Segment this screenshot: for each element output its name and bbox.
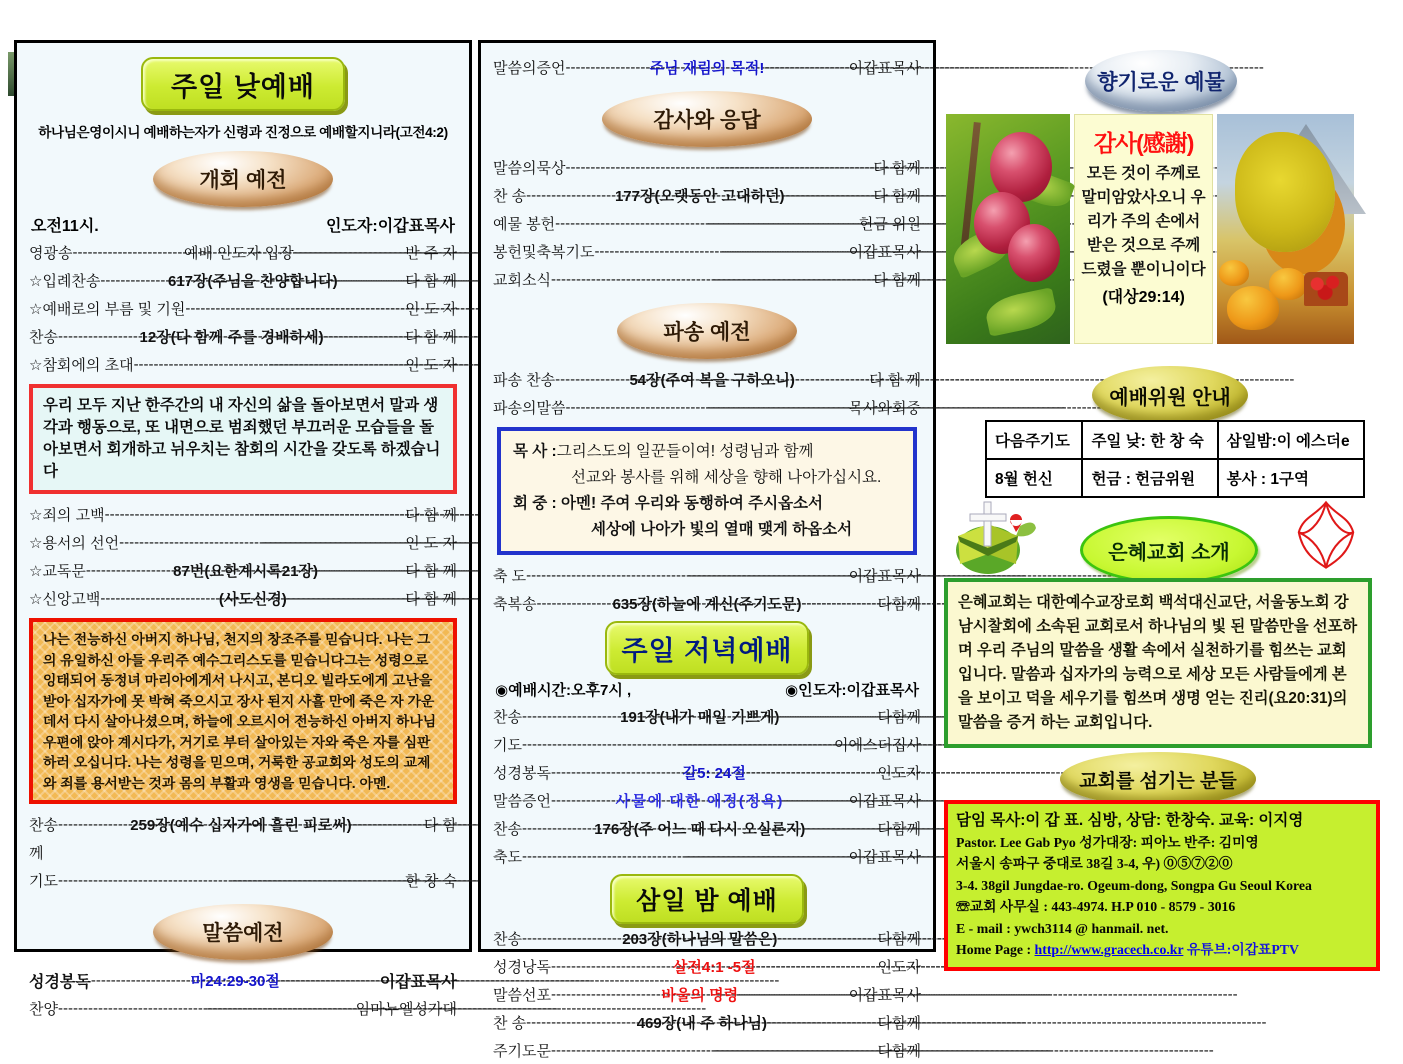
- order-item-performer: 다함께: [877, 820, 922, 838]
- order-item-label: ☆신앙고백: [29, 590, 101, 608]
- order-item-performer: 다 함께: [873, 159, 921, 177]
- dash-leader: [779, 708, 877, 725]
- order-item-label: 기도: [493, 736, 522, 754]
- autumn-harvest-photo: [1217, 114, 1354, 344]
- responsive-text: 그리스도의 일꾼들이여! 성령님과 함께: [556, 443, 814, 460]
- order-item-detail: 54장(주여 복을 구하오니): [629, 371, 795, 389]
- order-item-performer: 다함께: [877, 595, 921, 613]
- thanksgiving-title: 감사(感謝): [1093, 130, 1194, 156]
- dash-leader: [565, 159, 719, 176]
- committee-cell: 다음주기도: [986, 421, 1082, 459]
- order-item-performer: 다함께: [877, 1042, 922, 1060]
- homepage-label: Home Page :: [956, 942, 1035, 957]
- contact-text: Pastor. Lee Gab Pyo 성가대장: 피아노 반주: 김미영: [956, 834, 1259, 850]
- order-item-detail: 617장(주님을 찬양합니다): [168, 272, 338, 290]
- order-item-label: 파송의말씀: [493, 399, 566, 417]
- thanksgiving-body: 모든 것이 주께로 말미암았사오니 우리가 주의 손에서 받은 것으로 주께 드렸을 뿐이니이다: [1081, 165, 1206, 278]
- pumpkin-shape: [1219, 260, 1249, 286]
- bible-cross-heart-icon: [948, 498, 1040, 578]
- committee-cell: 삼일밤:이 에스더e: [1218, 421, 1364, 459]
- order-item-performer: 이갑표목사: [848, 792, 922, 810]
- order-item-performer: 목사와회중: [848, 399, 921, 417]
- evening-order-list: [493, 702, 921, 870]
- dash-leader: [551, 986, 661, 1003]
- order-item-label: 축 도: [493, 567, 527, 585]
- order-item-performer: 이갑표목사: [848, 986, 922, 1004]
- order-line: [29, 500, 457, 528]
- order-item-label: 말씀증언: [493, 792, 551, 810]
- dash-leader: [767, 1014, 878, 1031]
- order-item-performer: 이갑표목사: [848, 243, 922, 261]
- order-item-label: 찬송: [493, 930, 522, 948]
- dash-leader: [777, 930, 877, 947]
- thanksgiving-verse-box: [1074, 114, 1212, 344]
- order-item-performer: 다함께: [877, 708, 921, 726]
- table-row: [986, 421, 1364, 459]
- contact-text: 서울시 송파구 중대로 38길 3-4, 우) ⓪⑤⑦②⓪: [956, 856, 1233, 871]
- dash-leader: [522, 930, 622, 947]
- sermon-title: 주님 재림의 목적!: [649, 59, 765, 77]
- order-line: [29, 866, 457, 894]
- dash-leader: [678, 736, 834, 753]
- dash-leader: [269, 356, 405, 373]
- order-line: [493, 758, 921, 786]
- dash-leader: [785, 187, 874, 204]
- order-item-detail: 살전4:1 -5절: [672, 958, 756, 976]
- order-line: [493, 814, 921, 842]
- committee-cell: 8월 헌신: [986, 459, 1082, 497]
- dash-leader: [232, 872, 406, 889]
- order-line: [29, 994, 457, 1022]
- responsive-line: [513, 491, 901, 517]
- order-item-label: 축복송: [493, 595, 537, 613]
- committee-cell: 헌금 : 헌금위원: [1082, 459, 1217, 497]
- service-leader: 인도자:이갑표목사: [326, 218, 455, 235]
- sending-rite-header: 파송 예전: [617, 303, 797, 359]
- dash-leader: [324, 328, 406, 345]
- dash-leader: [536, 595, 612, 612]
- order-item-detail: 177장(오랫동안 고대하던): [614, 187, 785, 205]
- order-item-detail: 사물에 대한 애정(정욕): [615, 792, 784, 810]
- order-item-detail: 87번(요한계시록21장): [173, 562, 318, 580]
- dash-leader: [207, 1000, 356, 1017]
- dash-leader: [565, 59, 649, 76]
- order-item-detail: 635장(하늘에 계신(주기도문): [612, 595, 802, 613]
- order-item-label: 성경낭독: [493, 958, 551, 976]
- sending-order-list: [493, 365, 921, 421]
- order-item-label: 교회소식: [493, 271, 551, 289]
- plum-shape: [1008, 224, 1060, 282]
- order-item-performer: 인 도 자: [405, 356, 457, 374]
- order-line: [29, 838, 457, 866]
- thanks-order-list: [493, 153, 921, 293]
- church-servants-header: 교회를 섬기는 분들: [1060, 752, 1256, 806]
- dash-leader: [565, 399, 707, 416]
- order-item-label: 기도: [29, 872, 58, 890]
- sermon-title-line: [493, 53, 921, 81]
- dash-leader: [295, 300, 405, 317]
- order-item-performer: 한 창 숙: [405, 872, 458, 890]
- order-item-label: 봉헌및축복기도: [493, 243, 595, 261]
- dash-leader: [318, 562, 405, 579]
- offering-photo-strip: [946, 114, 1354, 344]
- contact-lines: [956, 810, 1368, 939]
- church-intro-header: 은혜교회 소개: [1080, 516, 1258, 584]
- dash-leader: [294, 244, 405, 261]
- order-line: [493, 1008, 921, 1036]
- order-item-detail: 203장(하나님의 말씀은): [622, 930, 778, 948]
- apple-basket-shape: [1304, 272, 1348, 306]
- scripture-list: [29, 966, 457, 1022]
- order-line: [29, 556, 457, 584]
- order-item-detail: 259장(예수 십자가에 흘린 피로써): [130, 816, 352, 834]
- dash-leader: [526, 567, 687, 584]
- responsive-line: [513, 517, 901, 543]
- order-line: [493, 181, 921, 209]
- dash-leader: [784, 792, 849, 809]
- contact-text: 담임 목사:이 갑 표. 심방, 상담: 한창숙. 교육: 이지영: [956, 812, 1304, 829]
- opening-rite-header: 개회 예전: [153, 151, 333, 207]
- table-row: [986, 459, 1364, 497]
- dash-leader: [58, 1000, 207, 1017]
- homepage-link[interactable]: http://www.gracech.co.kr: [1034, 942, 1184, 957]
- order-line: [493, 924, 921, 952]
- dash-leader: [352, 816, 424, 833]
- repentance-notice-box: 우리 모두 지난 한주간의 내 자신의 삶을 돌아보면서 말과 생각과 행동으로, 또 내면으로 범죄했던 부끄러운 모습들을 돌아보면서 회개하고 뉘우치는 참회의 시간을 갖도록 하겠습니다: [29, 384, 457, 494]
- order-item-performer: 다 함 께: [405, 328, 458, 346]
- order-item-performer: 다 함 께: [405, 272, 457, 290]
- dash-leader: [522, 820, 594, 837]
- dash-leader: [72, 244, 183, 261]
- order-item-label: 성경봉독: [29, 973, 91, 991]
- dash-leader: [738, 986, 848, 1003]
- order-item-performer: 인도자: [877, 764, 921, 782]
- dash-leader: [551, 792, 616, 809]
- order-line: [493, 365, 921, 393]
- dash-leader: [522, 736, 678, 753]
- evening-info-row: [495, 679, 919, 700]
- homepage-line: [956, 939, 1368, 961]
- order-item-performer: 인도자: [877, 958, 922, 976]
- day-service-title: 주일 낮예배: [141, 57, 345, 111]
- order-item-performer: 이갑표목사: [848, 59, 922, 77]
- dash-leader: [58, 816, 130, 833]
- dash-leader: [594, 243, 721, 260]
- order-line: [493, 393, 921, 421]
- denomination-emblem-icon: [1292, 498, 1360, 572]
- order-line: [493, 561, 921, 589]
- committee-cell: 봉사 : 1구역: [1218, 459, 1364, 497]
- order-line: [29, 322, 457, 350]
- order-item-label: 축도: [493, 848, 522, 866]
- order-item-label: 말씀의묵상: [493, 159, 566, 177]
- dash-leader: [746, 764, 878, 781]
- word-rite-header: 말씀예전: [153, 904, 333, 960]
- responsive-speaker: 목 사 :: [513, 443, 557, 460]
- order-item-label: ☆용서의 선언: [29, 534, 120, 552]
- fruit-photo: [946, 114, 1070, 344]
- order-item-performer: 다함께: [877, 1014, 921, 1032]
- night-order-list: [493, 924, 921, 1064]
- apostles-creed-box: 나는 전능하신 아버지 하나님, 천지의 창조주를 믿습니다. 나는 그의 유일하신 아들 우리주 예수그리스도를 믿습니다그는 성령으로 잉태되어 동정녀 마리아에게서 나시고, 본디오 빌라도에게 고난을 받아 십자가에 못 박혀 죽으시고 장사 된지 사흘 만에 죽은 자 가운데서 다시 살아나셨으며, 하늘에 오르시어 전능하신 아버지 하나님 우편에 앉아 계시다가, 거기로 부터 살아있는 자와 죽은 자를 심판하러 오십니다. 나는 성령을 믿으며, 거룩한 공교회와 성도의 교제와 죄를 용서받는 것과 몸의 부활과 영생을 믿습니다. 아멘.: [29, 618, 457, 804]
- order-item-detail: 마24:29-30절: [190, 972, 280, 990]
- order-line: [493, 265, 921, 293]
- dash-leader: [722, 243, 849, 260]
- thanksgiving-reference: (대상29:14): [1102, 289, 1185, 306]
- order-item-label: ☆참회에의 초대: [29, 356, 134, 374]
- order-item-label: ☆교독문: [29, 562, 86, 580]
- dash-leader: [58, 872, 232, 889]
- order-item-performer: 다 함 께: [405, 562, 457, 580]
- order-item-performer: 인 도 자: [405, 534, 458, 552]
- dash-leader: [756, 958, 878, 975]
- order-item-performer: 다 함 께: [869, 371, 921, 389]
- order-item-label: 찬양: [29, 1000, 58, 1018]
- dash-leader: [687, 567, 848, 584]
- benediction-list: [493, 561, 921, 617]
- evening-service-title: 주일 저녁예배: [605, 621, 809, 675]
- committee-cell: 주일 낮: 한 창 숙: [1082, 421, 1217, 459]
- evening-time: ◉예배시간:오후7시 ,: [495, 682, 632, 699]
- dash-leader: [551, 1042, 714, 1059]
- pumpkin-shape: [1269, 268, 1307, 300]
- dash-leader: [707, 215, 859, 232]
- evening-leader: ◉인도자:이갑표목사: [784, 682, 919, 699]
- dash-leader: [522, 708, 620, 725]
- dash-leader: [58, 328, 140, 345]
- contact-line: [956, 832, 1368, 854]
- contact-line: [956, 853, 1368, 875]
- dash-leader: [526, 1014, 637, 1031]
- order-item-performer: 다함께: [877, 930, 922, 948]
- order-item-performer: 헌금 위원: [858, 215, 921, 233]
- dash-leader: [119, 534, 262, 551]
- order-item-detail: 191장(내가 매일 기쁘게): [620, 708, 780, 726]
- order-item-performer: 이갑표목사: [848, 848, 921, 866]
- order-item-label: 말씀의증언: [493, 59, 566, 77]
- responsive-text: 아멘! 주여 우리와 동행하여 주시옵소서: [561, 495, 823, 512]
- order-line: [493, 952, 921, 980]
- order-line: [493, 980, 921, 1008]
- responsive-line: [513, 465, 901, 491]
- order-item-label: 께: [29, 844, 44, 862]
- order-item-performer: 다 함께: [873, 271, 922, 289]
- order-line: [29, 528, 457, 556]
- order-item-detail: (사도신경): [218, 590, 287, 608]
- order-item-label: ☆죄의 고백: [29, 506, 105, 524]
- order-item-label: 찬 송: [493, 1014, 527, 1032]
- order-item-label: 찬송: [493, 820, 522, 838]
- dash-leader: [526, 187, 615, 204]
- order-line: [493, 237, 921, 265]
- order-item-performer: 다 함 께: [405, 506, 458, 524]
- order-item-performer: 다 함께: [873, 187, 921, 205]
- autumn-tree-shape: [1235, 132, 1335, 252]
- order-item-detail: 갈5: 24절: [682, 764, 746, 782]
- leaf-shape: [983, 287, 1059, 337]
- dash-leader: [685, 848, 848, 865]
- order-item-label: 성경봉독: [493, 764, 551, 782]
- dash-leader: [100, 272, 168, 289]
- responsive-text: 세상에 나아가 빛의 열매 맺게 하옵소서: [591, 521, 853, 538]
- worship-committee-header: 예배위원 안내: [1092, 366, 1248, 424]
- dash-leader: [338, 272, 406, 289]
- dash-leader: [719, 159, 873, 176]
- order-item-detail: 12장(다 함께 주를 경배하세): [139, 328, 324, 346]
- order-item-performer: 인 도 자: [405, 300, 457, 318]
- dash-leader: [522, 848, 685, 865]
- sending-responsive-box: [497, 427, 917, 555]
- order-line: [493, 842, 921, 870]
- dash-leader: [100, 590, 218, 607]
- dash-leader: [185, 300, 295, 317]
- order-item-detail: 예배 인도자 입장: [183, 244, 294, 262]
- dash-leader: [280, 972, 380, 989]
- order-item-performer: 다 함 께: [405, 590, 457, 608]
- contact-text: ☏교회 사무실 : 443-4974. H.P 010 - 8579 - 3016: [956, 899, 1236, 914]
- fragrant-offering-header: 향기로운 예물: [1085, 50, 1237, 112]
- order-line: [29, 966, 457, 994]
- contact-line: [956, 810, 1368, 832]
- order-item-detail: 176장(주 어느 때 다시 오실른지): [594, 820, 806, 838]
- dash-leader: [802, 595, 878, 612]
- responsive-text: 선교와 봉사를 위해 세상을 향해 나아가십시요.: [571, 469, 882, 486]
- hymn-prayer-list: [29, 810, 457, 894]
- order-item-label: 예물 봉헌: [493, 215, 556, 233]
- dash-leader: [551, 958, 673, 975]
- dash-leader: [255, 506, 405, 523]
- opening-order-list: [29, 238, 457, 378]
- dash-leader: [555, 371, 629, 388]
- worship-committee-table: [985, 420, 1365, 498]
- dash-leader: [707, 399, 849, 416]
- thanks-response-header: 감사와 응답: [602, 91, 812, 147]
- order-line: [493, 730, 921, 758]
- order-line: [29, 238, 457, 266]
- dash-leader: [712, 271, 873, 288]
- dash-leader: [714, 1042, 877, 1059]
- dash-leader: [551, 764, 683, 781]
- order-line: [29, 266, 457, 294]
- dash-leader: [551, 271, 712, 288]
- dash-leader: [262, 534, 405, 551]
- order-item-label: 영광송: [29, 244, 73, 262]
- contact-text: 3-4. 38gil Jungdae-ro. Ogeum-dong, Songpa Gu Seoul Korea: [956, 877, 1312, 893]
- contact-text: E - mail : ywch3114 @ hanmail. net.: [956, 920, 1169, 936]
- order-item-performer: 이에스더집사: [834, 736, 921, 754]
- contact-line: [956, 918, 1368, 940]
- youtube-label: 유튜브:이갑표PTV: [1183, 942, 1299, 957]
- order-item-label: 찬송: [493, 708, 522, 726]
- dash-leader: [105, 506, 255, 523]
- right-info-column: [940, 0, 1400, 992]
- order-item-performer: 이갑표목사: [379, 973, 458, 991]
- order-line: [29, 350, 457, 378]
- service-continuation-panel: [478, 40, 936, 1060]
- time-leader-row: [31, 213, 455, 236]
- order-item-detail: 469장(내 주 하나님): [636, 1014, 767, 1032]
- order-item-label: 찬 송: [493, 187, 527, 205]
- dash-leader: [86, 562, 173, 579]
- order-line: [493, 1036, 921, 1064]
- wednesday-night-service-title: 삼일 밤 예배: [610, 874, 804, 924]
- order-line: [493, 589, 921, 617]
- order-line: [493, 153, 921, 181]
- dash-leader: [134, 356, 270, 373]
- order-item-performer: 이갑표목사: [848, 567, 922, 585]
- order-item-label: ☆예배로의 부름 및 기원: [29, 300, 186, 318]
- order-item-label: 찬송: [29, 816, 58, 834]
- order-item-detail: 바울의 명령: [661, 986, 739, 1004]
- order-line: [493, 702, 921, 730]
- confession-order-list: [29, 500, 457, 612]
- service-verse: 하나님은영이시니 예배하는자가 신령과 진정으로 예배할지니라(고전4:2): [38, 125, 448, 140]
- dash-leader: [555, 215, 707, 232]
- dash-leader: [805, 820, 877, 837]
- order-item-performer: 임마누엘성가대: [355, 1000, 458, 1018]
- dash-leader: [287, 590, 405, 607]
- responsive-line: [513, 439, 901, 465]
- responsive-speaker: 회 중 :: [513, 495, 562, 512]
- order-item-label: 찬송: [29, 328, 58, 346]
- order-line: [29, 294, 457, 322]
- order-line: [493, 786, 921, 814]
- church-contact-box: [944, 800, 1380, 971]
- contact-line: [956, 896, 1368, 918]
- order-item-performer: 반 주 자: [405, 244, 458, 262]
- service-time: 오전11시.: [31, 218, 99, 235]
- order-line: [493, 209, 921, 237]
- order-item-label: 주기도문: [493, 1042, 551, 1060]
- order-item-label: 말씀선포: [493, 986, 551, 1004]
- dash-leader: [795, 371, 869, 388]
- church-intro-box: 은혜교회는 대한예수교장로회 백석대신교단, 서울동노회 강남시찰회에 소속된 교회로서 하나님의 빛 된 말씀만을 선포하며 우리 주님의 말씀을 생활 속에서 실천하기를 힘쓰는 교회입니다. 말씀과 십자가의 능력으로 세상 모든 사람들에게 본을 보이고 덕을 세우기를 힘쓰며 생명 얻는 진리(요20:31)의 말씀을 증거 하는 교회입니다.: [944, 578, 1372, 748]
- dash-leader: [764, 59, 848, 76]
- order-item-performer: 다 함: [423, 816, 458, 834]
- order-item-label: 파송 찬송: [493, 371, 556, 389]
- order-item-label: ☆입례찬송: [29, 272, 101, 290]
- sunday-day-service-panel: [14, 40, 472, 1018]
- order-line: [29, 584, 457, 612]
- order-line: [29, 810, 457, 838]
- dash-leader: [91, 972, 191, 989]
- contact-line: [956, 875, 1368, 897]
